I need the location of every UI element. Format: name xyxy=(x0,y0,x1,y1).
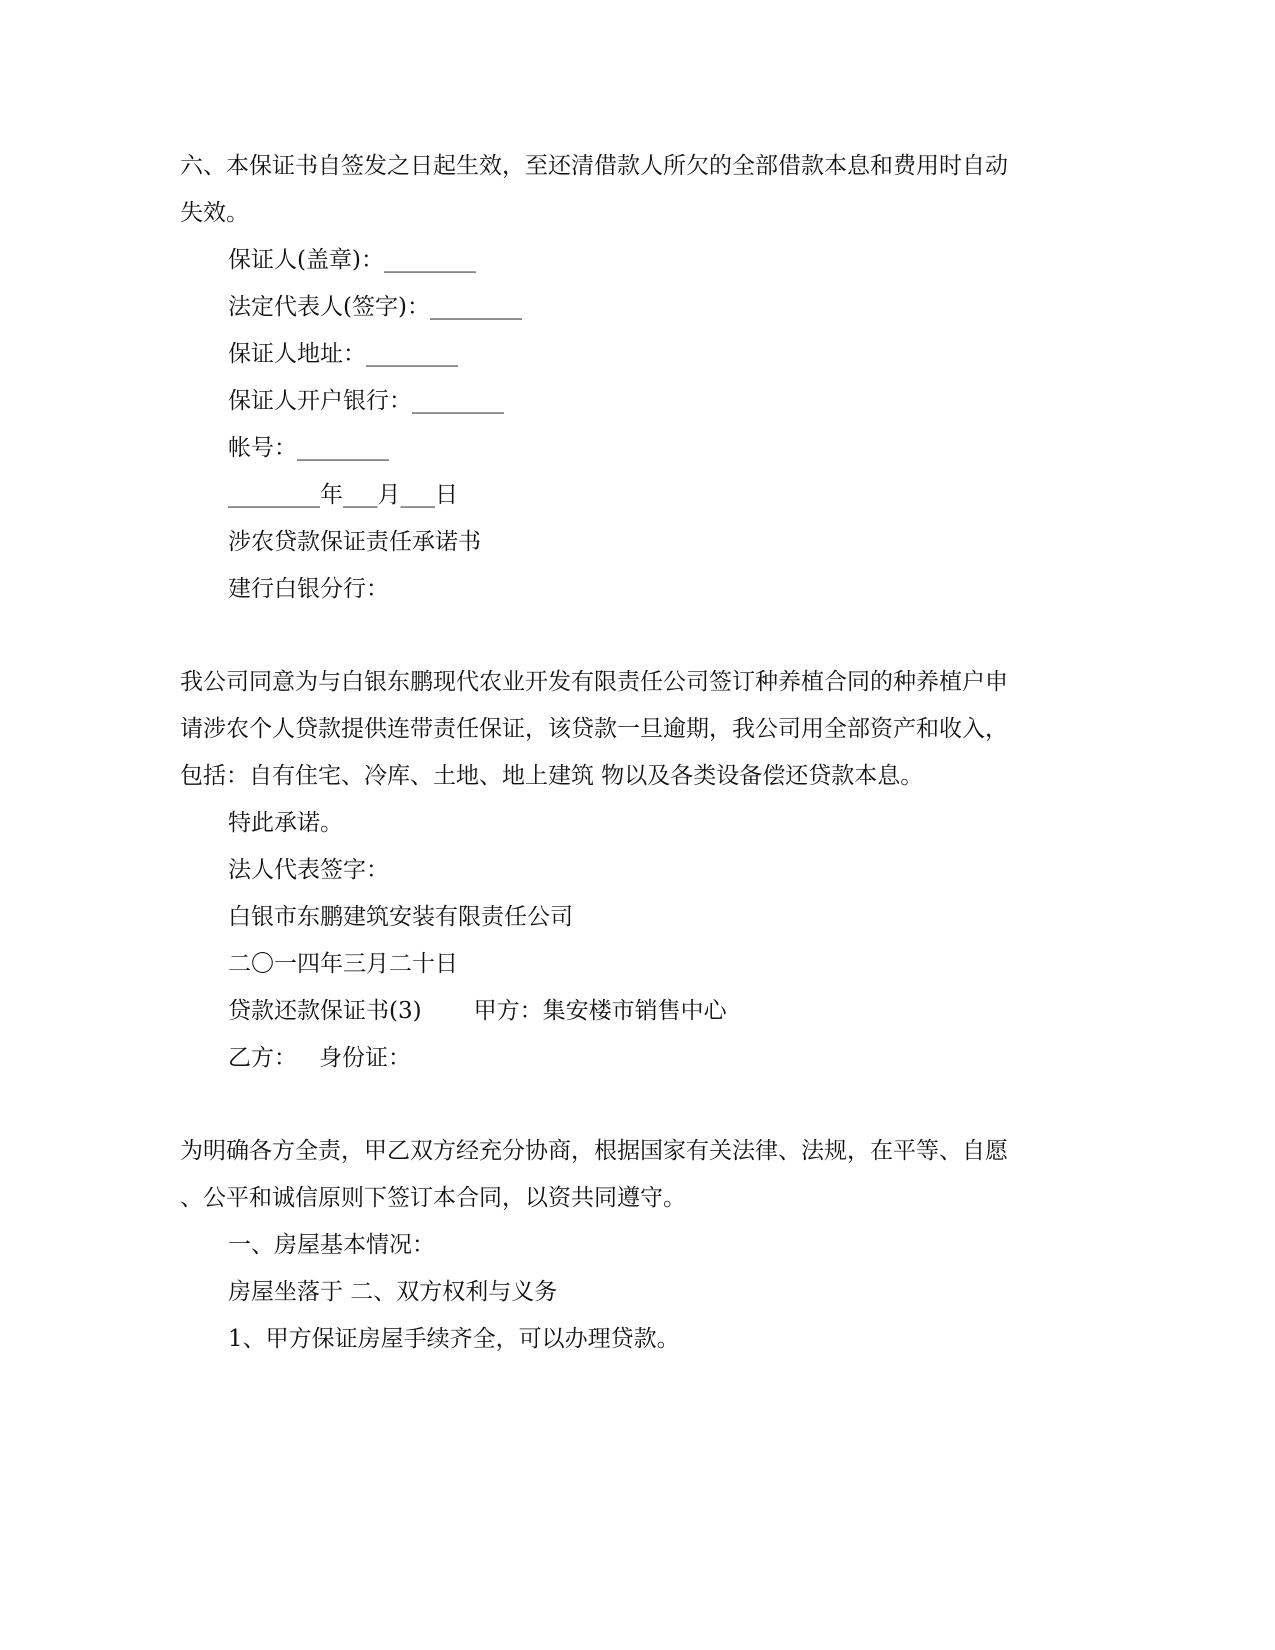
guarantor-seal-line: 保证人(盖章)：________ xyxy=(228,247,476,273)
id-card: 身份证： xyxy=(319,1045,411,1071)
clause-1: 1、甲方保证房屋手续齐全，可以办理贷款。 xyxy=(228,1326,680,1352)
section-6-line-2: 失效。 xyxy=(180,200,249,226)
repayment-title-line xyxy=(180,988,1080,1035)
commitment-body-line-1: 我公司同意为与白银东鹏现代农业开发有限责任公司签订种养植合同的种养植户申 xyxy=(180,669,1008,695)
commitment-company: 白银市东鹏建筑安装有限责任公司 xyxy=(228,904,573,930)
date-line: ________年___月___日 xyxy=(228,482,458,508)
legal-rep-sign-line: 法定代表人(签字)：________ xyxy=(228,294,522,320)
section-6-line-1: 六、本保证书自签发之日起生效，至还清借款人所欠的全部借款本息和费用时自动 xyxy=(180,153,1008,179)
commitment-closing: 特此承诺。 xyxy=(228,810,343,836)
account-number-line: 帐号：________ xyxy=(228,435,389,461)
commitment-body-line-2: 请涉农个人贷款提供连带责任保证，该贷款一旦逾期，我公司用全部资产和收入， xyxy=(180,716,1008,742)
party-b-line xyxy=(180,1035,1080,1082)
document-page xyxy=(180,143,1080,1363)
party-a: 甲方：集安楼市销售中心 xyxy=(473,998,727,1024)
commitment-body-line-3: 包括：自有住宅、冷库、土地、地上建筑 物以及各类设备偿还贷款本息。 xyxy=(180,763,924,789)
repayment-title: 贷款还款保证书(3) xyxy=(228,998,422,1024)
section-1-heading: 一、房屋基本情况： xyxy=(228,1232,435,1258)
intro-line-1: 为明确各方全责，甲乙双方经充分协商，根据国家有关法律、法规，在平等、自愿 xyxy=(180,1138,1008,1164)
commitment-date: 二〇一四年三月二十日 xyxy=(228,951,458,977)
guarantor-bank-line: 保证人开户银行：________ xyxy=(228,388,504,414)
spacer xyxy=(180,613,1080,659)
guarantor-address-line: 保证人地址：________ xyxy=(228,341,458,367)
intro-line-2: 、公平和诚信原则下签订本合同，以资共同遵守。 xyxy=(180,1185,686,1211)
house-location-line: 房屋坐落于 二、双方权利与义务 xyxy=(228,1279,558,1305)
commitment-addressee: 建行白银分行： xyxy=(228,576,389,602)
party-b: 乙方： xyxy=(228,1045,297,1071)
commitment-legal-rep-sign: 法人代表签字： xyxy=(228,857,389,883)
commitment-title: 涉农贷款保证责任承诺书 xyxy=(228,529,481,555)
spacer xyxy=(180,1082,1080,1128)
